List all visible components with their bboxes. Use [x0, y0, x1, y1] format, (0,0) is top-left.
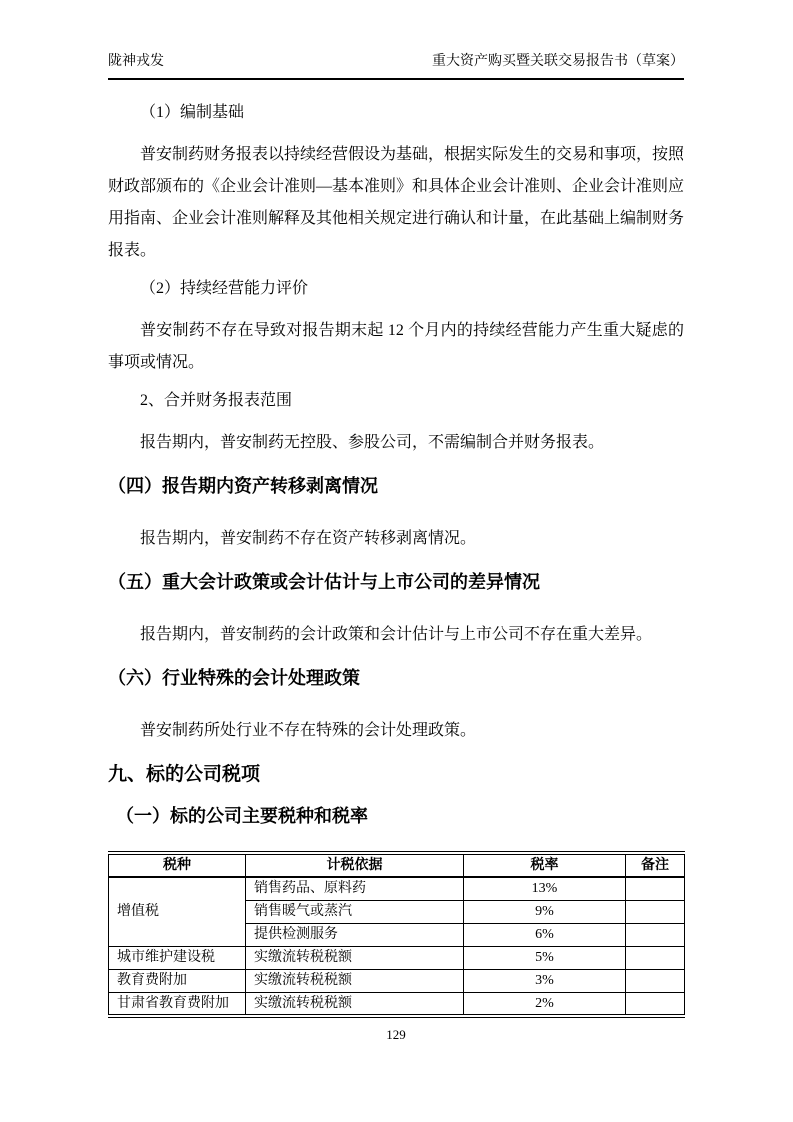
cell-tax-note	[626, 946, 685, 969]
heading-chapter-9-taxes: 九、标的公司税项	[108, 764, 261, 785]
cell-tax-type: 城市维护建设税	[109, 946, 246, 969]
cell-tax-note	[626, 992, 685, 1016]
tax-rate-table	[108, 851, 685, 1018]
paragraph-consolidation-scope: 报告期内，普安制药无控股、参股公司，不需编制合并财务报表。	[140, 434, 605, 451]
table-header-cell-1: 计税依据	[246, 853, 464, 877]
table-row	[109, 946, 685, 969]
cell-tax-basis: 销售药品、原料药	[246, 877, 464, 900]
heading-section-1-main-taxes: （一）标的公司主要税种和税率	[116, 806, 368, 826]
table-header-cell-2: 税率	[464, 853, 626, 877]
cell-tax-note	[626, 969, 685, 992]
heading-section-4-asset-transfer: （四）报告期内资产转移剥离情况	[108, 476, 378, 496]
cell-tax-note	[626, 923, 685, 946]
page-number: 129	[386, 1026, 406, 1042]
heading-section-6-industry-accounting: （六）行业特殊的会计处理政策	[108, 668, 360, 688]
table-row	[109, 992, 685, 1016]
cell-tax-rate: 5%	[464, 946, 626, 969]
cell-tax-rate: 6%	[464, 923, 626, 946]
subheading-preparation-basis: （1）编制基础	[140, 104, 245, 121]
cell-tax-type: 甘肃省教育费附加	[109, 992, 246, 1016]
header-company-short-name: 陇神戎发	[108, 54, 164, 69]
cell-tax-rate: 13%	[464, 877, 626, 900]
paragraph-accounting-differences: 报告期内，普安制药的会计政策和会计估计与上市公司不存在重大差异。	[140, 626, 653, 643]
cell-tax-basis: 实缴流转税税额	[246, 992, 464, 1016]
table-row	[109, 969, 685, 992]
cell-tax-type: 增值税	[109, 877, 246, 946]
page-header	[108, 0, 684, 80]
table-row	[109, 877, 685, 900]
table-header-cell-0: 税种	[109, 853, 246, 877]
cell-tax-basis: 实缴流转税税额	[246, 969, 464, 992]
subheading-going-concern: （2）持续经营能力评价	[140, 280, 309, 297]
table-header-row	[109, 853, 685, 877]
heading-section-5-accounting-differences: （五）重大会计政策或会计估计与上市公司的差异情况	[108, 572, 540, 592]
paragraph-preparation-basis: 普安制药财务报表以持续经营假设为基础，根据实际发生的交易和事项，按照财政部颁布的《企业会计准则—基本准则》和具体企业会计准则、企业会计准则应用指南、企业会计准则解释及其他相关规定进行确认和计量，在此基础上编制财务报表。	[108, 146, 685, 259]
cell-tax-type: 教育费附加	[109, 969, 246, 992]
cell-tax-basis: 提供检测服务	[246, 923, 464, 946]
cell-tax-basis: 销售暖气或蒸汽	[246, 900, 464, 923]
paragraph-industry-accounting: 普安制药所处行业不存在特殊的会计处理政策。	[140, 722, 477, 739]
paragraph-going-concern: 普安制药不存在导致对报告期末起 12 个月内的持续经营能力产生重大疑虑的事项或情况。	[108, 322, 684, 371]
cell-tax-note	[626, 900, 685, 923]
cell-tax-note	[626, 877, 685, 900]
cell-tax-basis: 实缴流转税税额	[246, 946, 464, 969]
header-report-title: 重大资产购买暨关联交易报告书（草案）	[432, 54, 684, 69]
paragraph-asset-transfer: 报告期内，普安制药不存在资产转移剥离情况。	[140, 530, 477, 547]
cell-tax-rate: 9%	[464, 900, 626, 923]
cell-tax-rate: 2%	[464, 992, 626, 1016]
cell-tax-rate: 3%	[464, 969, 626, 992]
subheading-consolidation-scope: 2、合并财务报表范围	[140, 392, 293, 409]
table-header-cell-3: 备注	[626, 853, 685, 877]
